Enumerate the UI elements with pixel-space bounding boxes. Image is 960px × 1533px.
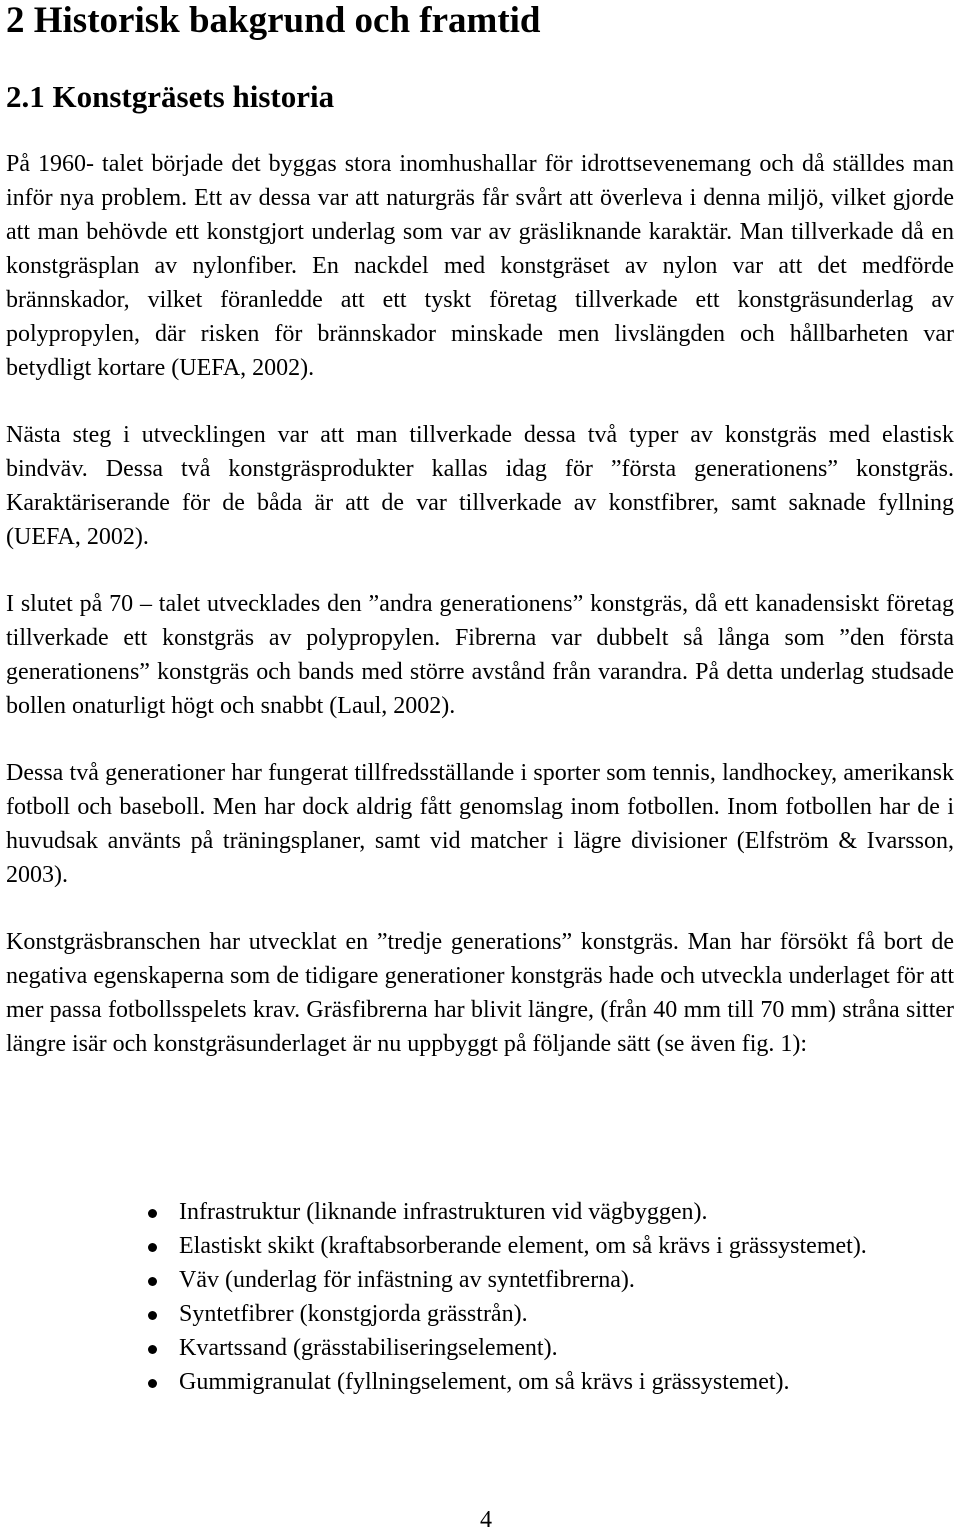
list-item: [6, 1195, 954, 1229]
page-number: 4: [480, 1507, 492, 1533]
list-item-text: Elastiskt skikt (kraftabsorberande element, om så krävs i grässystemet).: [179, 1233, 867, 1259]
paragraph-1: På 1960- talet började det byggas stora inomhushallar för idrottsevenemang och då ställdes man inför nya problem. Ett av dessa var att naturgräs får svårt att överleva i denna miljö, vilket gjorde att man behövde ett konstgjort underlag som var av gräsliknande karaktär. Man tillverkade då en konstgräsplan av nylonfiber. En nackdel med konstgräset av nylon var att det medförde brännskador, vilket föranledde att ett tyskt företag tillverkade ett konstgräsunderlag av polypropylen, där risken för brännskador minskade men livslängden och hållbarheten var betydligt kortare (UEFA, 2002).: [6, 151, 954, 381]
bullet-icon: [148, 1345, 157, 1354]
section-heading: 2.1 Konstgräsets historia: [6, 79, 335, 114]
paragraph-3: I slutet på 70 – talet utvecklades den ”andra generationens” konstgräs, då ett kanadensiskt företag tillverkade ett konstgräs av polypropylen. Fibrerna var dubbelt så långa som ”den första generationens” konstgräs och bands med större avstånd från varandra. På detta underlag studsade bollen onaturligt högt och snabbt (Laul, 2002).: [6, 591, 954, 719]
chapter-heading: 2 Historisk bakgrund och framtid: [6, 0, 541, 41]
bullet-icon: [148, 1243, 157, 1252]
bullet-icon: [148, 1311, 157, 1320]
paragraph-2: Nästa steg i utvecklingen var att man tillverkade dessa två typer av konstgräs med elastisk bindväv. Dessa två konstgräsprodukter kallas idag för ”första generationens” konstgräs. Karaktäriserande för de båda är att de var tillverkade av konstfibrer, samt saknade fyllning (UEFA, 2002).: [6, 422, 954, 550]
list-item-text: Väv (underlag för infästning av syntetfibrerna).: [179, 1267, 635, 1293]
bullet-icon: [148, 1277, 157, 1286]
list-item-text: Gummigranulat (fyllningselement, om så krävs i grässystemet).: [179, 1369, 790, 1395]
bullet-icon: [148, 1209, 157, 1218]
bullet-icon: [148, 1379, 157, 1388]
list-item: [6, 1365, 954, 1399]
list-item-text: Syntetfibrer (konstgjorda grässtrån).: [179, 1301, 528, 1327]
paragraph-4: Dessa två generationer har fungerat tillfredsställande i sporter som tennis, landhockey, amerikansk fotboll och baseboll. Men har dock aldrig fått genomslag inom fotbollen. Inom fotbollen har de i huvudsak använts på träningsplaner, samt vid matcher i lägre divisioner (Elfström & Ivarsson, 2003).: [6, 760, 954, 888]
layer-list: [6, 1195, 954, 1399]
body-text: [6, 147, 954, 1094]
list-item: [6, 1331, 954, 1365]
list-item: [6, 1229, 954, 1263]
list-item-text: Kvartssand (grässtabiliseringselement).: [179, 1335, 558, 1361]
list-item: [6, 1297, 954, 1331]
list-item-text: Infrastruktur (liknande infrastrukturen vid vägbyggen).: [179, 1199, 708, 1225]
list-item: [6, 1263, 954, 1297]
paragraph-5: Konstgräsbranschen har utvecklat en ”tredje generations” konstgräs. Man har försökt få bort de negativa egenskaperna som de tidigare generationer konstgräs hade och utveckla underlaget för att mer passa fotbollsspelets krav. Gräsfibrerna har blivit längre, (från 40 mm till 70 mm) stråna sitter längre isär och konstgräsunderlaget är nu uppbyggt på följande sätt (se även fig. 1):: [6, 929, 954, 1057]
